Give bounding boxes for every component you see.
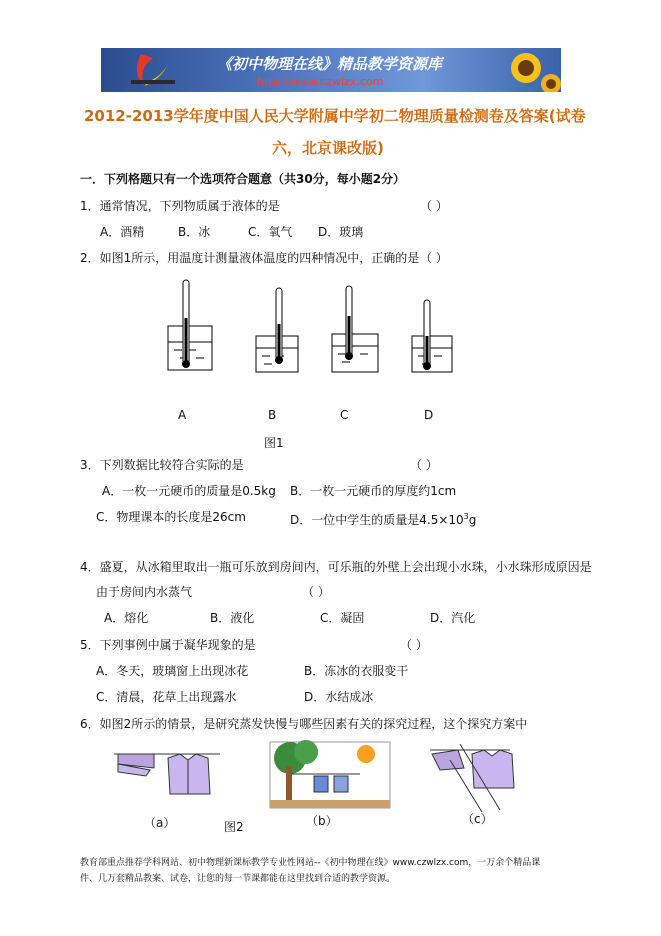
figure-2-label-c: （c） [462,812,493,826]
question-1-stem: 1．通常情况，下列物质属于液体的是 [80,199,280,213]
figure-1-label-c: C [340,408,349,422]
question-1-option-d: D．玻璃 [318,225,364,239]
question-5-option-a: A．冬天，玻璃窗上出现冰花 [96,664,249,678]
question-3-paren: （ ） [410,458,438,472]
question-2-paren: （ ） [420,251,448,265]
figure-1-label-b: B [268,408,277,422]
footer-line2: 件、几万套精品教案、试卷，让您的每一节课都能在这里找到合适的教学资源。 [80,874,396,884]
thermometer-c-icon [332,286,378,372]
question-5-stem: 5．下列事例中属于凝华现象的是 [80,638,256,652]
question-3-option-d [290,509,476,528]
figure-2a-clothes-icon [114,754,220,794]
question-2-stem: 2．如图1所示，用温度计测量液体温度的四种情况中，正确的是 [80,251,420,265]
figure-1-label-d: D [424,408,434,422]
thermometer-a-icon [168,280,212,370]
figure-1-thermometers [160,276,470,396]
figure-2-label-b: （b） [306,814,338,828]
question-3-option-b: B．一枚一元硬币的厚度约1cm [290,484,457,498]
question-5-option-c: C．清晨，花草上出现露水 [96,690,237,704]
figure-2-label-a: （a） [144,816,176,830]
thermometer-d-icon [412,300,452,372]
question-3-stem: 3．下列数据比较符合实际的是 [80,458,244,472]
figure-1-label-a: A [178,408,187,422]
question-4-stem-line2: 由于房间内水蒸气 [96,585,193,599]
question-1-paren: （ ） [420,199,448,213]
question-4-option-d: D．汽化 [430,611,476,625]
question-6-stem: 6．如图2所示的情景，是研究蒸发快慢与哪些因素有关的探究过程，这个探究方案中 [80,717,528,731]
question-3-option-a: A．一枚一元硬币的质量是0.5kg [102,484,276,498]
thermometer-b-icon [256,288,298,372]
figure-2c-wind-clothes-icon [430,744,514,812]
figure-2-caption: 图2 [224,820,244,834]
question-3-option-d-exponent: 3 [463,512,469,521]
sunflower-icon [511,53,561,92]
figure-2b-tree-sun-icon [270,740,390,808]
figure-1-caption: 图1 [264,436,284,450]
footer-line1: 教育部重点推荐学科网站、初中物理新课标教学专业性网站--《初中物理在线》www.czwlzx.com，一万余个精品课 [80,858,541,868]
question-4-paren: （ ） [302,585,330,599]
question-5-paren: （ ） [400,638,428,652]
question-4-option-b: B．液化 [210,611,255,625]
question-1-option-c: C．氧气 [248,225,293,239]
section-heading: 一．下列格题只有一个选项符合题意（共30分，每小题2分） [80,172,406,186]
doc-title-line2: 六，北京课改版) [272,139,384,157]
figure-2-evaporation [110,740,530,818]
question-4-stem: 4．盛夏，从冰箱里取出一瓶可乐放到房间内，可乐瓶的外壁上会出现小水珠，小水珠形成原因是 [80,560,592,574]
question-1-option-a: A．酒精 [100,225,145,239]
question-5-option-d: D．水结成冰 [304,690,374,704]
question-4-option-c: C．凝固 [320,611,365,625]
question-3-option-d-text: D．一位中学生的质量是4.5×10 [290,513,464,527]
banner-title: 《初中物理在线》精品教学资源库 [217,55,443,73]
question-4-option-a: A．熔化 [104,611,149,625]
logo-icon [131,54,175,86]
doc-title-line1: 2012-2013学年度中国人民大学附属中学初二物理质量检测卷及答案(试卷 [84,107,586,125]
banner-url[interactable]: http://www.czwlzx.com [257,75,384,88]
question-1-option-b: B．冰 [178,225,211,239]
question-5-option-b: B．冻冰的衣服变干 [304,664,409,678]
question-3-option-d-unit: g [468,513,477,527]
header-banner [101,48,561,92]
question-3-option-c: C．物理课本的长度是26cm [96,510,246,524]
